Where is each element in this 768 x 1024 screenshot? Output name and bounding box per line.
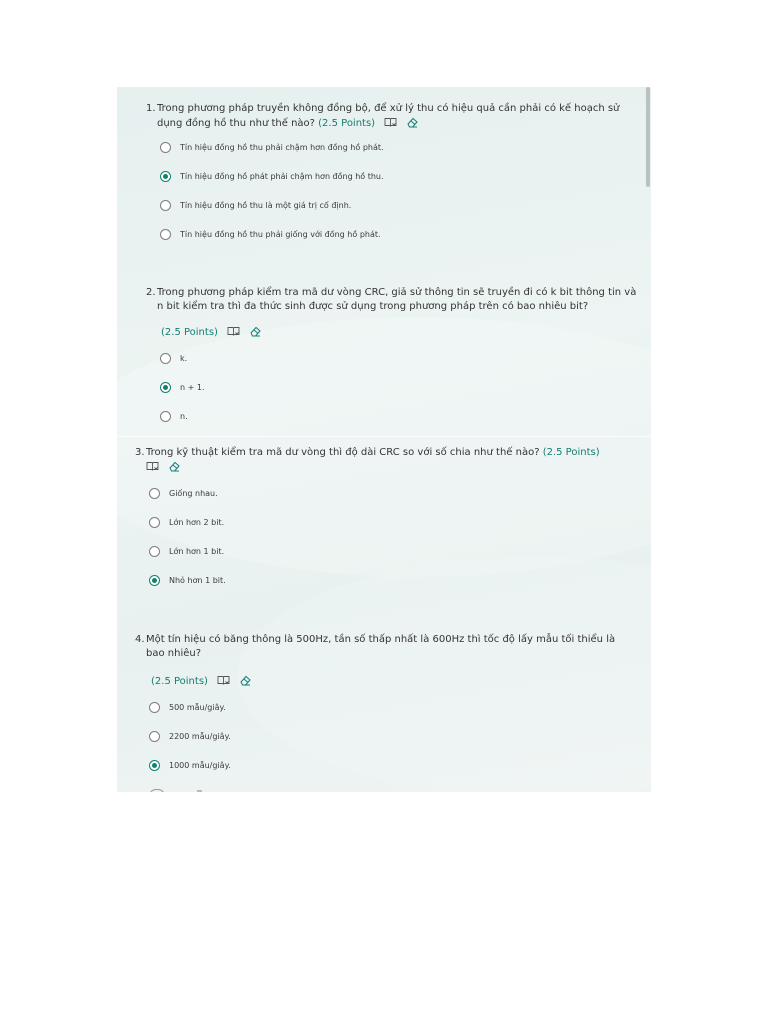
option-radio[interactable] xyxy=(149,729,231,743)
background-wave xyxy=(237,557,651,792)
clipped-text-fragment xyxy=(197,790,202,792)
eraser-icon[interactable] xyxy=(239,674,252,691)
points-label: (2.5 Points) xyxy=(318,118,376,129)
immersive-reader-icon[interactable] xyxy=(227,326,240,342)
option-radio[interactable] xyxy=(149,544,224,558)
points-label: (2.5 Points) xyxy=(161,327,218,338)
radio-button-selected[interactable] xyxy=(160,382,171,393)
option-radio[interactable] xyxy=(149,515,224,529)
question-4 xyxy=(135,633,645,661)
question-text: n bit kiểm tra thì đa thức sinh được sử dụng trong phương pháp trên có bao nhiêu bit? xyxy=(157,301,589,312)
option-radio[interactable] xyxy=(160,169,384,183)
radio-button[interactable] xyxy=(160,229,171,240)
immersive-reader-icon[interactable] xyxy=(384,117,397,133)
option-radio[interactable] xyxy=(160,351,187,365)
immersive-reader-icon[interactable] xyxy=(217,675,230,691)
option-label: Giống nhau. xyxy=(169,488,218,498)
option-radio[interactable] xyxy=(160,140,384,154)
form-screenshot xyxy=(117,87,651,792)
option-radio[interactable] xyxy=(160,409,188,423)
radio-button[interactable] xyxy=(149,731,160,742)
eraser-icon[interactable] xyxy=(249,325,262,342)
radio-button[interactable] xyxy=(160,353,171,364)
option-label: 1000 mẫu/giây. xyxy=(169,760,231,770)
question-number: 2. xyxy=(146,287,156,298)
radio-button[interactable] xyxy=(149,517,160,528)
radio-button[interactable] xyxy=(149,546,160,557)
radio-button[interactable] xyxy=(160,200,171,211)
radio-button-selected[interactable] xyxy=(149,760,160,771)
question-2 xyxy=(146,286,646,314)
question-1 xyxy=(146,102,646,133)
points-label: (2.5 Points) xyxy=(542,447,600,458)
points-row xyxy=(161,325,262,342)
question-number: 3. xyxy=(135,447,145,458)
option-label: Tín hiệu đồng hồ phát phải chậm hơn đồng hồ thu. xyxy=(180,171,384,181)
question-number: 4. xyxy=(135,634,145,645)
option-radio[interactable] xyxy=(149,573,226,587)
option-label: n. xyxy=(180,411,188,421)
radio-button[interactable] xyxy=(149,702,160,713)
section-divider xyxy=(117,436,651,437)
question-text: Một tín hiệu có băng thông là 500Hz, tần số thấp nhất là 600Hz thì tốc độ lấy mẫu tối thiểu là xyxy=(146,634,616,645)
points-label: (2.5 Points) xyxy=(151,676,208,687)
eraser-icon[interactable] xyxy=(168,460,181,477)
option-label: Lớn hơn 2 bit. xyxy=(169,517,225,527)
option-radio[interactable] xyxy=(149,758,231,772)
question-text: bao nhiêu? xyxy=(146,648,202,659)
option-label: Tín hiệu đồng hồ thu phải giống với đồng hồ phát. xyxy=(180,229,381,239)
question-3 xyxy=(135,446,645,477)
option-radio[interactable] xyxy=(160,227,381,241)
radio-button[interactable] xyxy=(160,142,171,153)
scrollbar-thumb[interactable] xyxy=(646,87,650,187)
eraser-icon[interactable] xyxy=(406,116,419,133)
option-label: k. xyxy=(180,353,188,363)
option-label: 500 mẫu/giây. xyxy=(169,702,226,712)
radio-button-clipped[interactable] xyxy=(149,789,165,792)
option-radio[interactable] xyxy=(160,380,205,394)
option-label: Tín hiệu đồng hồ thu là một giá trị cố định. xyxy=(180,200,352,210)
option-radio[interactable] xyxy=(149,486,218,500)
option-label: n + 1. xyxy=(180,382,205,392)
question-text: Trong kỹ thuật kiểm tra mã dư vòng thì độ dài CRC so với số chia như thế nào? xyxy=(146,447,540,458)
option-radio[interactable] xyxy=(149,700,226,714)
question-number: 1. xyxy=(146,103,156,114)
radio-button[interactable] xyxy=(149,488,160,499)
option-label: Tín hiệu đồng hồ thu phải chậm hơn đồng hồ phát. xyxy=(180,142,384,152)
option-radio[interactable] xyxy=(160,198,351,212)
option-label: Nhỏ hơn 1 bit. xyxy=(169,575,226,585)
question-text: Trong phương pháp truyền không đồng bộ, để xử lý thu có hiệu quả cần phải có kế hoạch sử xyxy=(157,103,620,114)
option-label: 2200 mẫu/giây. xyxy=(169,731,231,741)
question-text: dụng đồng hồ thu như thế nào? xyxy=(157,118,315,129)
question-text: Trong phương pháp kiểm tra mã dư vòng CRC, giả sử thông tin sẽ truyền đi có k bit thông tin và xyxy=(157,287,637,298)
option-label: Lớn hơn 1 bit. xyxy=(169,546,225,556)
radio-button[interactable] xyxy=(160,411,171,422)
immersive-reader-icon[interactable] xyxy=(146,461,159,477)
points-row xyxy=(151,674,252,691)
radio-button-selected[interactable] xyxy=(160,171,171,182)
radio-button-selected[interactable] xyxy=(149,575,160,586)
